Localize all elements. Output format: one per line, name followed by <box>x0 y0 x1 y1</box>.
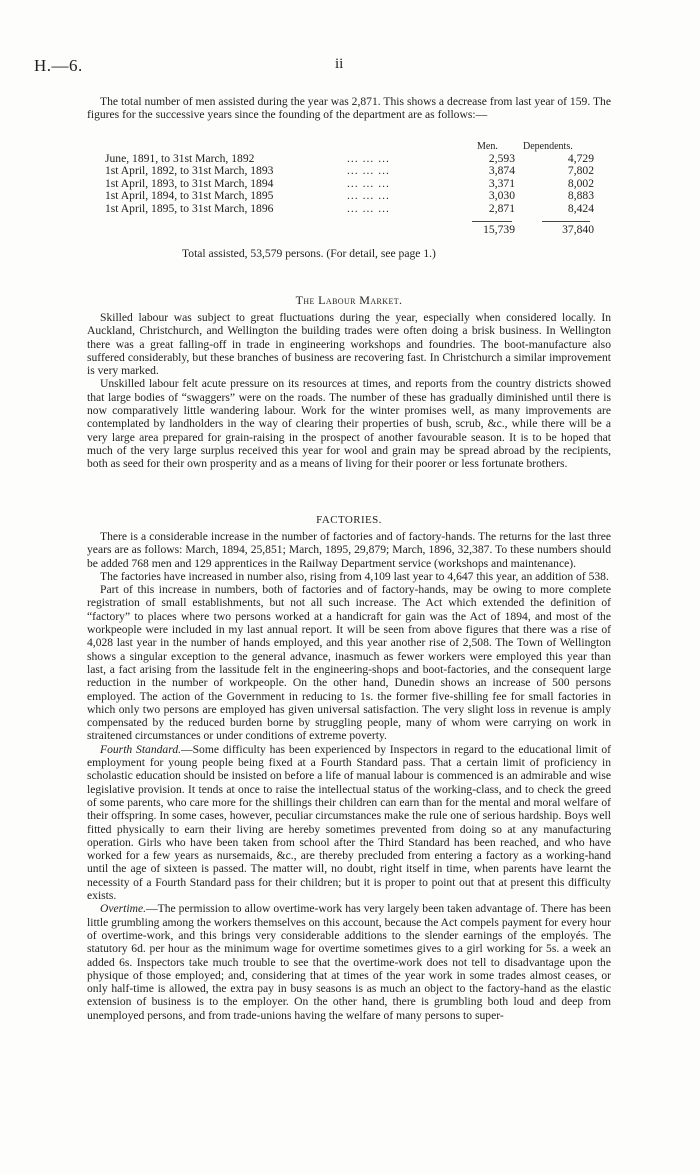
total-rule-men <box>472 221 512 222</box>
total-rule-dependents <box>542 221 590 222</box>
intro-paragraph: The total number of men assisted during the year was 2,871. This shows a decrease from last year of 159. The figures for the successive years since the founding of the department are as follows:— <box>87 95 611 122</box>
labour-paragraph: Unskilled labour felt acute pressure on its resources at times, and reports from the country districts showed that large bodies of “swaggers” were on the roads. The number of these has gradually diminished until there is now comparatively little wandering labour. Work for the winter promises well, as many improvements are contemplated by landholders in the way of clearing their properties of bush, scrub, &c., while there will be a very large area prepared for grain-raising in the prospect of another favourable season. It is to be hoped that much of the very large surplus received this year for wool and grain may be spread abroad by the recipients, both as seed for their own prosperity and as a means of living for their poorer or less fortunate brothers. <box>87 377 611 471</box>
table-row <box>87 190 611 202</box>
leader-dots: ... ... ... <box>347 164 390 178</box>
factories-heading: FACTORIES. <box>316 514 382 526</box>
row-dependents: 8,883 <box>567 189 594 203</box>
labour-market-heading: The Labour Market. <box>295 293 403 307</box>
row-period: 1st April, 1895, to 31st March, 1896 <box>105 201 274 215</box>
overtime-title: Overtime. <box>100 902 147 916</box>
row-period: 1st April, 1892, to 31st March, 1893 <box>105 164 274 178</box>
row-dependents: 7,802 <box>567 164 594 178</box>
row-men: 3,371 <box>488 176 515 190</box>
row-men: 3,030 <box>488 189 515 203</box>
overtime-text: —The permission to allow overtime-work has very largely been taken advantage of. There has been little grumbling among the workers themselves on this account, because the Act compels payment for every hour of overtime-work, and this brings very considerable additions to the slender earnings of the employés. The statutory 6d. per hour as the minimum wage for overtime sometimes gives to a girl working for 5s. a week an added 6s. Inspectors take much trouble to see that the overtime-work does not tell to disadvantage upon the physique of those employed; and, considering that at times of the year work in some trades almost ceases, or only half-time is allowed, the extra pay in busy seasons is as much an object to the factory-hand as the elastic extension of business is to the employer. On the other hand, there is grumbling both loud and deep from unemployed persons, and from trade-unions having the welfare of many persons to super- <box>87 902 611 1022</box>
row-dependents: 8,002 <box>567 176 594 190</box>
factories-paragraph: There is a considerable increase in the number of factories and of factory-hands. The returns for the last three years are as follows: March, 1894, 25,851; March, 1895, 29,879; March, 1896, 32,387. To these numbers should be added 768 men and 129 apprentices in the Railway Department service (workshops and maintenance). <box>87 530 611 570</box>
overtime-paragraph <box>87 902 611 1022</box>
table-row <box>87 203 611 215</box>
leader-dots: ... ... ... <box>347 201 390 215</box>
fourth-standard-text: —Some difficulty has been experienced by Inspectors in regard to the educational limit of employment for young people being fixed at a Fourth Standard pass. That a certain limit of proficiency in scholastic education should be insisted on before a life of manual labour is commenced is an admirable and wise legislative provision. It tends at once to raise the intellectual status of the working-class, and to check the greed of some parents, who care more for the shillings their children can earn than for the mental and moral welfare of their offspring. In some cases, however, peculiar circumstances make the rule one of serious hardship. Boys well fitted physically to earn their living are hereby sometimes prevented from doing so at any manufacturing operation. Girls who have been taken from school after the Third Standard has been reached, and who have worked for a few years as nursemaids, &c., are thereby precluded from entering a factory as a working-hand until the age of sixteen is passed. The matter will, no doubt, right itself in time, when parents have learnt the necessity of a Fourth Standard pass for their children; but it is proper to point out that at present this difficulty exists. <box>87 742 611 903</box>
leader-dots: ... ... ... <box>347 189 390 203</box>
table-row <box>87 165 611 177</box>
total-men: 15,739 <box>483 222 515 236</box>
intro-section <box>87 95 611 122</box>
row-period: 1st April, 1894, to 31st March, 1895 <box>105 189 274 203</box>
row-men: 2,871 <box>488 201 515 215</box>
labour-paragraph: Skilled labour was subject to great fluctuations during the year, especially when considered locally. In Auckland, Christchurch, and Wellington the building trades were often doing a brisk business. In Wellington there was a great falling-off in trade in engineering workshops and foundries. The boot-manufacture also suffered considerably, but these branches of business are recovering fast. In Christchurch a similar improvement is very marked. <box>87 311 611 378</box>
col-dependents-header: Dependents. <box>523 141 573 152</box>
leader-dots: ... ... ... <box>347 176 390 190</box>
factories-paragraph: The factories have increased in number also, rising from 4,109 last year to 4,647 this year, an addition of 538. <box>100 569 609 583</box>
factories-paragraph: Part of this increase in numbers, both of factories and of factory-hands, may be owing to more complete registration of small establishments, but not all such increase. The Act which extended the definition of “factory” to places where two persons worked at a handicraft for gain was the Act of 1894, and most of the workpeople were included in my last annual report. It will be seen from above figures that there was a rise of 4,028 last year in the number of hands employed, and this year another rise of 2,508. The Town of Wellington shows a singular exception to the general advance, inasmuch as fewer workers were employed this year than last, a fact arising from the lassitude felt in the engineering-shops and boot-factories, and the consequent large reduction in the number of workpeople. On the other hand, Dunedin shows an increase of 500 persons employed. The action of the Government in reducing to 1s. the former five-shilling fee for small factories in which only two persons are employed has given universal satisfaction. The very slight loss in revenue is amply compensated by the reduced burden borne by struggling people, many of whom were carrying on work in straitened circumstances or under conditions of extreme poverty. <box>87 583 611 743</box>
row-dependents: 4,729 <box>567 152 594 165</box>
factories-section <box>87 530 611 1022</box>
assisted-table <box>87 141 611 260</box>
labour-market-section <box>87 311 611 471</box>
row-period: 1st April, 1893, to 31st March, 1894 <box>105 176 274 190</box>
total-dependents: 37,840 <box>562 222 594 236</box>
row-period: June, 1891, to 31st March, 1892 <box>105 152 255 165</box>
fourth-standard-title: Fourth Standard. <box>100 742 182 756</box>
page-number: ii <box>335 56 344 72</box>
col-men-header: Men. <box>477 141 498 152</box>
row-men: 3,874 <box>488 164 515 178</box>
table-total-row <box>87 223 611 237</box>
row-dependents: 8,424 <box>567 201 594 215</box>
fourth-standard-paragraph <box>87 743 611 903</box>
report-code: H.—6. <box>34 56 83 75</box>
row-men: 2,593 <box>488 152 515 165</box>
total-assisted-summary: Total assisted, 53,579 persons. (For detail, see page 1.) <box>182 246 436 260</box>
leader-dots: ... ... ... <box>347 152 390 165</box>
